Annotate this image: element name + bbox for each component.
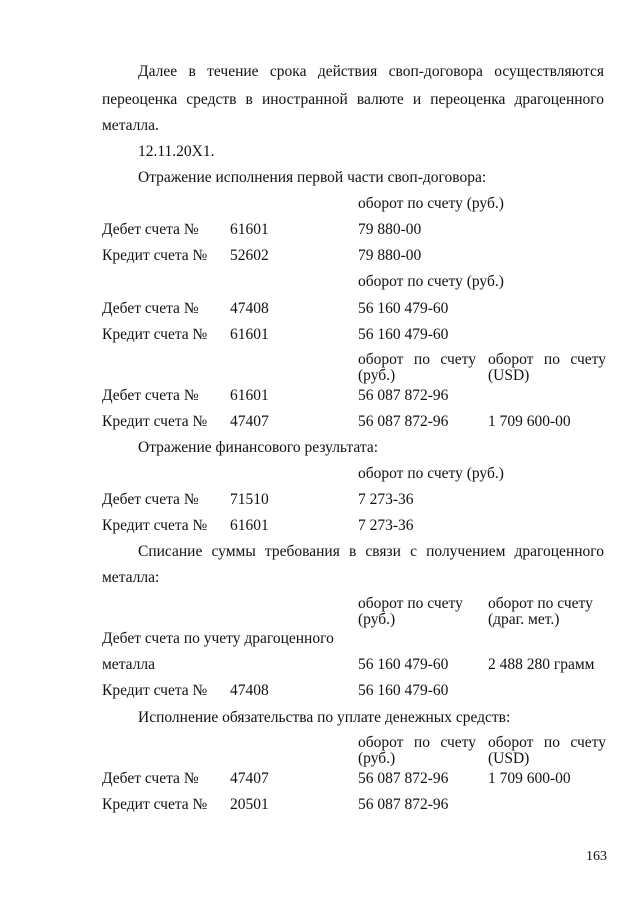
section-heading-write-off: Списание суммы требования в связи с получением драгоценного (138, 543, 604, 560)
header-line: (руб.) (358, 611, 396, 628)
header-line: (драг. мет.) (488, 611, 560, 628)
amount-rub: 79 880-00 (358, 247, 422, 264)
section-heading-first-part: Отражение исполнения первой части своп-договора: (138, 169, 487, 186)
header-line: (руб.) (358, 750, 396, 767)
header-line: оборот по счету (358, 734, 476, 751)
debit-label: Дебет счета № (102, 300, 199, 317)
amount-rub: 56 160 479-60 (358, 682, 449, 699)
intro-line-3: металла. (102, 117, 159, 134)
account-number: 61601 (230, 326, 269, 343)
column-header-rub: оборот по счету (руб.) (358, 465, 504, 482)
amount-rub: 7 273-36 (358, 517, 414, 534)
section-heading-write-off-cont: металла: (102, 569, 160, 586)
header-line: оборот по счету (358, 351, 476, 368)
account-number: 47408 (230, 300, 269, 317)
account-number: 52602 (230, 247, 269, 264)
credit-label: Кредит счета № (102, 413, 208, 430)
debit-label: Дебет счета № (102, 387, 199, 404)
debit-metal-label-cont: металла (102, 656, 156, 673)
column-header-rub-wrapped (358, 735, 476, 767)
header-line: (руб.) (358, 367, 396, 384)
header-line: оборот по счету (488, 595, 593, 612)
amount-rub: 56 087 872-96 (358, 796, 449, 813)
page-number: 163 (586, 849, 607, 864)
debit-label: Дебет счета № (102, 770, 199, 787)
amount-rub: 79 880-00 (358, 221, 422, 238)
date-line: 12.11.20X1. (138, 143, 215, 160)
section-heading-obligation: Исполнение обязательства по уплате денежных средств: (138, 709, 511, 726)
section-heading-financial-result: Отражение финансового результата: (138, 439, 379, 456)
credit-label: Кредит счета № (102, 682, 208, 699)
account-number: 47407 (230, 770, 269, 787)
account-number: 71510 (230, 491, 269, 508)
amount-usd: 1 709 600-00 (488, 770, 571, 787)
debit-label: Дебет счета № (102, 491, 199, 508)
column-header-rub: оборот по счету (руб.) (358, 195, 504, 212)
debit-label: Дебет счета № (102, 221, 199, 238)
credit-label: Кредит счета № (102, 796, 208, 813)
account-number: 20501 (230, 796, 269, 813)
header-line: оборот по счету (358, 595, 463, 612)
account-number: 61601 (230, 387, 269, 404)
header-line: (USD) (488, 750, 530, 767)
amount-rub: 56 160 479-60 (358, 656, 449, 673)
debit-metal-label: Дебет счета по учету драгоценного (102, 630, 334, 647)
account-number: 61601 (230, 517, 269, 534)
column-header-metal-wrapped (488, 596, 606, 628)
column-header-rub: оборот по счету (руб.) (358, 273, 504, 290)
amount-rub: 56 087 872-96 (358, 387, 449, 404)
account-number: 61601 (230, 221, 269, 238)
amount-rub: 56 160 479-60 (358, 300, 449, 317)
intro-line-2: переоценка средств в иностранной валюте и переоценка драгоценного (102, 91, 604, 108)
amount-rub: 56 160 479-60 (358, 326, 449, 343)
column-header-usd-wrapped (488, 735, 606, 767)
header-line: (USD) (488, 367, 530, 384)
intro-line-1: Далее в течение срока действия своп-договора осуществляются (138, 63, 604, 80)
column-header-usd-wrapped (488, 352, 606, 384)
credit-label: Кредит счета № (102, 247, 208, 264)
column-header-rub-wrapped (358, 596, 476, 628)
account-number: 47408 (230, 682, 269, 699)
amount-rub: 7 273-36 (358, 491, 414, 508)
account-number: 47407 (230, 413, 269, 430)
amount-rub: 56 087 872-96 (358, 770, 449, 787)
column-header-rub-wrapped (358, 352, 476, 384)
credit-label: Кредит счета № (102, 326, 208, 343)
header-line: оборот по счету (488, 351, 606, 368)
credit-label: Кредит счета № (102, 517, 208, 534)
amount-usd: 1 709 600-00 (488, 413, 571, 430)
amount-metal: 2 488 280 грамм (488, 656, 595, 673)
header-line: оборот по счету (488, 734, 606, 751)
amount-rub: 56 087 872-96 (358, 413, 449, 430)
